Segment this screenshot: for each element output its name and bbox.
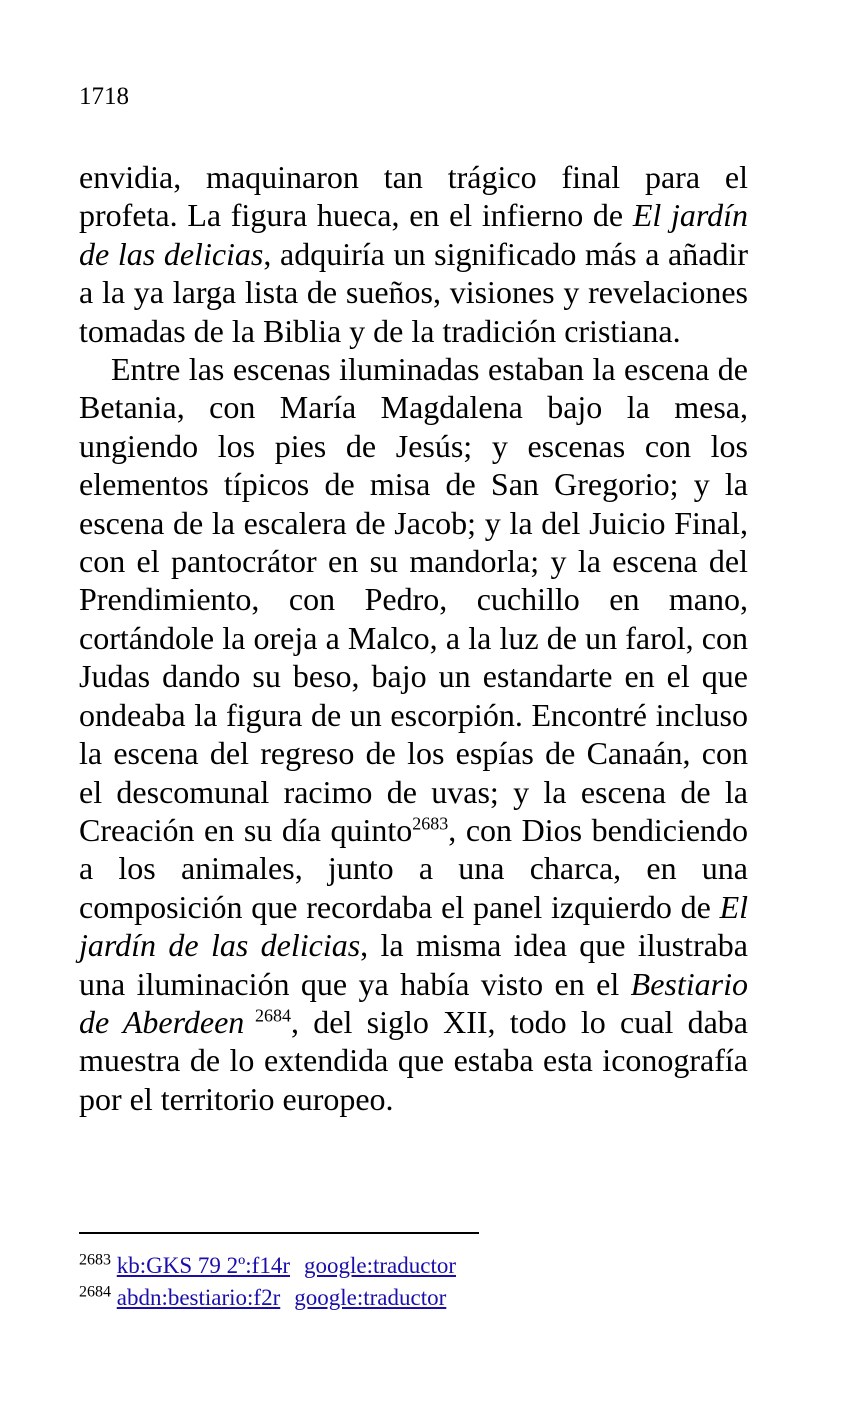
footnote-link-abdn[interactable]: abdn:bestiario:f2r <box>116 1285 281 1310</box>
italic-title: El jardín de las delicias <box>79 888 748 964</box>
text-run: Entre las escenas iluminadas estaban la escena de Betania, con María Magdalena bajo la mesa, ungiendo los pies de Jesús; y escenas con los elementos típicos de misa de San Gregorio; y la escena de la escalera de Jacob; y la del Juicio Final, con el pantocrátor en su mandorla; y la escena del Prendimiento, con Pedro, cuchillo en mano, cortándole la oreja a Malco, a la luz de un farol, con Judas dando su beso, bajo un estandarte en el que ondeaba la figura de un escorpión. Encontré incluso la escena del regreso de los espías de Canaán, con el descomunal racimo de uvas; y la escena de la Creación en su día quinto <box>79 351 748 848</box>
italic-title: El jardín de las delicias <box>79 197 749 272</box>
footnote-reference: 2684 <box>244 1005 292 1026</box>
paragraph-1 <box>79 158 748 350</box>
paragraph-2 <box>79 350 748 1118</box>
text-run: , la misma idea que ilustraba una iluminación que ya había visto en el <box>79 927 749 1002</box>
footnote-2684 <box>79 1282 456 1314</box>
footnote-separator <box>79 1232 479 1234</box>
footnote-link-google-translator[interactable]: google:traductor <box>304 1253 457 1278</box>
footnote-link-kb[interactable]: kb:GKS 79 2º:f14r <box>116 1253 290 1278</box>
page-number: 1718 <box>79 83 129 110</box>
text-run: , adquiría un significado más a añadir a la ya larga lista de sueños, visiones y revelaciones tomadas de la Biblia y de la tradición cristiana. <box>79 235 748 349</box>
text-run: envidia, maquinaron tan trágico final para el profeta. La figura hueca, en el infierno de <box>79 159 748 234</box>
footnote-link-google-translator[interactable]: google:traductor <box>294 1285 447 1310</box>
text-run: , del siglo XII, todo lo cual daba muestra de lo extendida que estaba esta iconografía por el territorio europeo. <box>79 1003 749 1117</box>
footnote-2683 <box>79 1250 456 1282</box>
footnote-number: 2684 <box>79 1283 111 1301</box>
footnote-reference: 2683 <box>412 813 449 834</box>
italic-title: Bestiario de Aberdeen <box>79 965 748 1040</box>
footnotes <box>79 1250 456 1314</box>
footnote-number: 2683 <box>79 1251 111 1269</box>
text-run: , con Dios bendiciendo a los animales, junto a una charca, en una composición que recordaba el panel izquierdo de <box>79 811 749 925</box>
body-text <box>79 158 748 1118</box>
